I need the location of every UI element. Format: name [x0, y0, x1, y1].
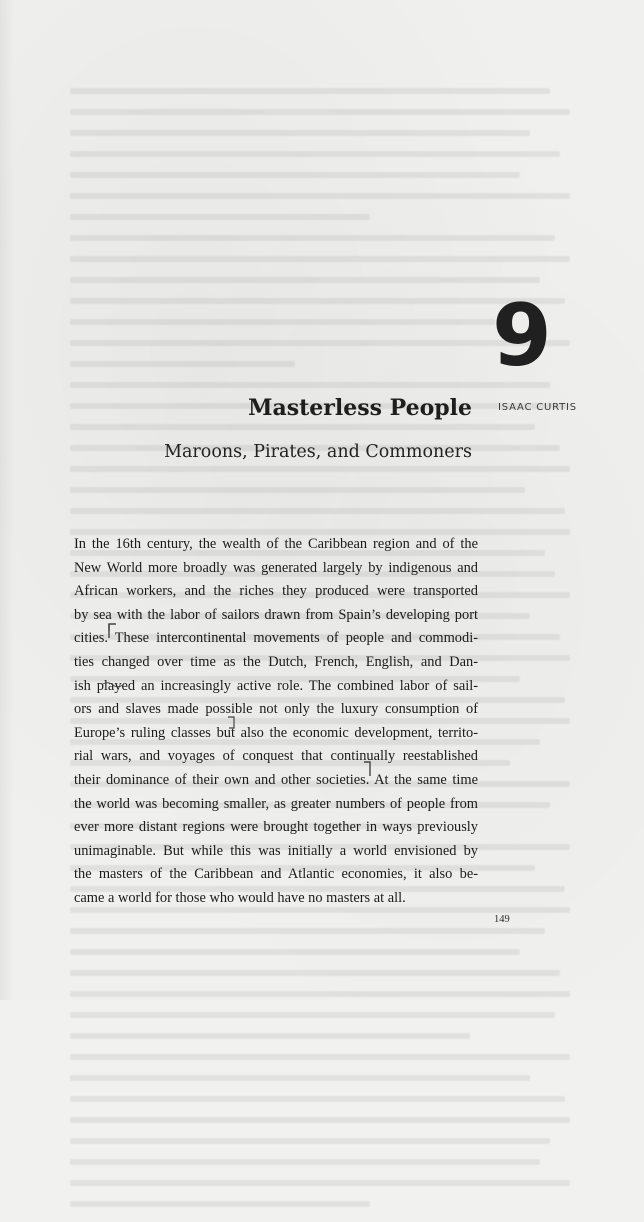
- chapter-subtitle: Maroons, Pirates, and Commoners: [164, 442, 472, 462]
- body-line: unimaginable. But while this was initially a world envisioned by: [74, 842, 478, 859]
- body-paragraph: [74, 533, 478, 911]
- body-line: rial wars, and voyages of conquest that continually reestablished: [74, 748, 478, 765]
- page-number: 149: [494, 914, 510, 925]
- body-line: New World more broadly was generated largely by indigenous and: [74, 559, 478, 576]
- body-line: ors and slaves made possible not only the luxury consumption of: [74, 701, 478, 718]
- chapter-number: 9: [492, 286, 550, 386]
- body-line: ever more distant regions were brought together in ways previously: [74, 819, 478, 836]
- body-line: ties changed over time as the Dutch, French, English, and Dan-: [74, 653, 478, 670]
- body-line: their dominance of their own and other societies. At the same time: [74, 771, 478, 788]
- body-line: cities. These intercontinental movements of people and commodi-: [74, 630, 478, 647]
- body-line: Europe’s ruling classes but also the economic development, territo-: [74, 724, 478, 741]
- body-line: ish played an increasingly active role. The combined labor of sail-: [74, 677, 478, 694]
- chapter-author: ISAAC CURTIS: [498, 402, 577, 413]
- chapter-title: Masterless People: [248, 395, 472, 421]
- body-line: by sea with the labor of sailors drawn from Spain’s developing port: [74, 606, 478, 623]
- body-line: the world was becoming smaller, as greater numbers of people from: [74, 795, 478, 812]
- body-line: African workers, and the riches they produced were transported: [74, 583, 478, 600]
- body-line: In the 16th century, the wealth of the Caribbean region and of the: [74, 536, 478, 552]
- body-line: came a world for those who would have no masters at all.: [74, 889, 406, 906]
- body-line: the masters of the Caribbean and Atlantic economies, it also be-: [74, 866, 478, 883]
